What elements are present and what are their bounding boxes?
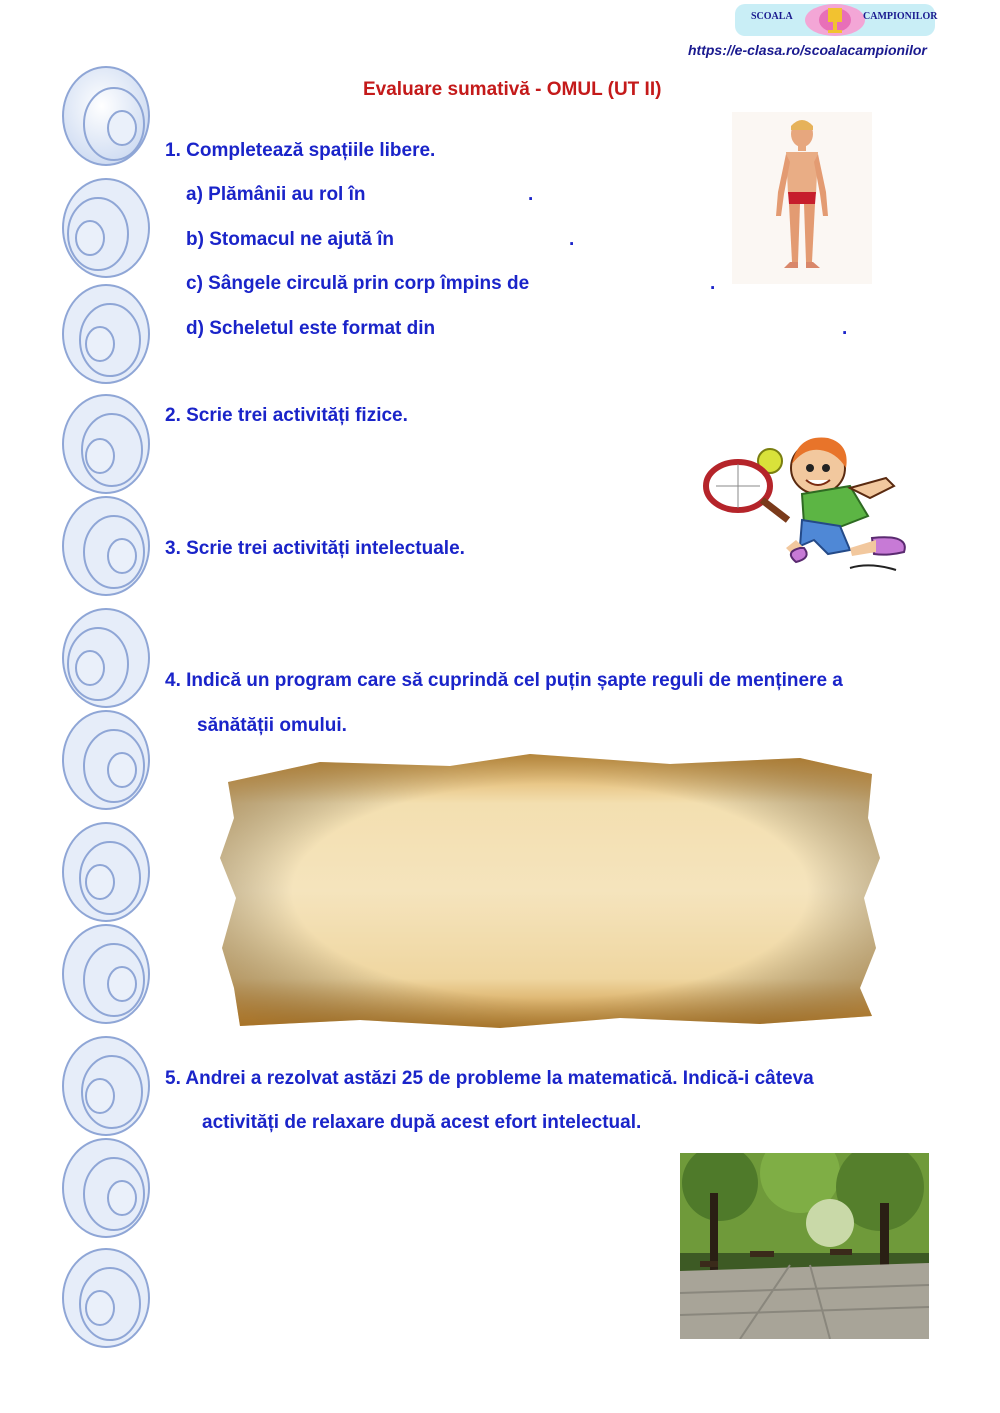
question-1-prompt: 1. Completează spațiile libere. [165, 140, 436, 161]
question-1d: d) Scheletul este format din [186, 318, 436, 339]
question-4-line-1: 4. Indică un program care să cuprindă cel puțin șapte reguli de menținere a [165, 670, 843, 691]
ring-icon [60, 176, 152, 280]
page-title: Evaluare sumativă - OMUL (UT II) [363, 79, 662, 100]
question-2-prompt: 2. Scrie trei activități fizice. [165, 405, 408, 426]
question-5-line-2: activități de relaxare după acest efort intelectual. [202, 1112, 642, 1133]
tennis-player-illustration [700, 428, 912, 578]
question-1a: a) Plămânii au rol în [186, 184, 366, 205]
question-1c: c) Sângele circulă prin corp împins de [186, 273, 530, 294]
question-3-prompt: 3. Scrie trei activități intelectuale. [165, 538, 465, 559]
ring-icon [60, 922, 152, 1026]
ring-icon [60, 392, 152, 496]
ring-icon [60, 64, 152, 168]
question-5-line-1: 5. Andrei a rezolvat astăzi 25 de probleme la matematică. Indică-i câteva [165, 1068, 814, 1089]
blank-end-dot: . [842, 318, 848, 339]
website-link[interactable]: https://e-clasa.ro/scoalacampionilor [688, 42, 927, 58]
question-4-line-2: sănătății omului. [197, 715, 347, 736]
blank-end-dot: . [569, 229, 575, 250]
logo-text-right: CAMPIONILOR [863, 11, 938, 22]
ring-icon [60, 282, 152, 386]
ring-icon [60, 1246, 152, 1350]
school-logo [735, 2, 938, 38]
logo-text-left: SCOALA [751, 11, 793, 22]
human-body-illustration [732, 112, 872, 284]
question-1b: b) Stomacul ne ajută în [186, 229, 394, 250]
ring-icon [60, 606, 152, 710]
ring-icon [60, 820, 152, 924]
ring-icon [60, 1136, 152, 1240]
ring-icon [60, 1034, 152, 1138]
blank-end-dot: . [528, 184, 534, 205]
park-photo [680, 1153, 929, 1339]
ring-icon [60, 494, 152, 598]
blank-end-dot: . [710, 273, 716, 294]
wooden-board-answer-area [200, 748, 910, 1030]
ring-icon [60, 708, 152, 812]
